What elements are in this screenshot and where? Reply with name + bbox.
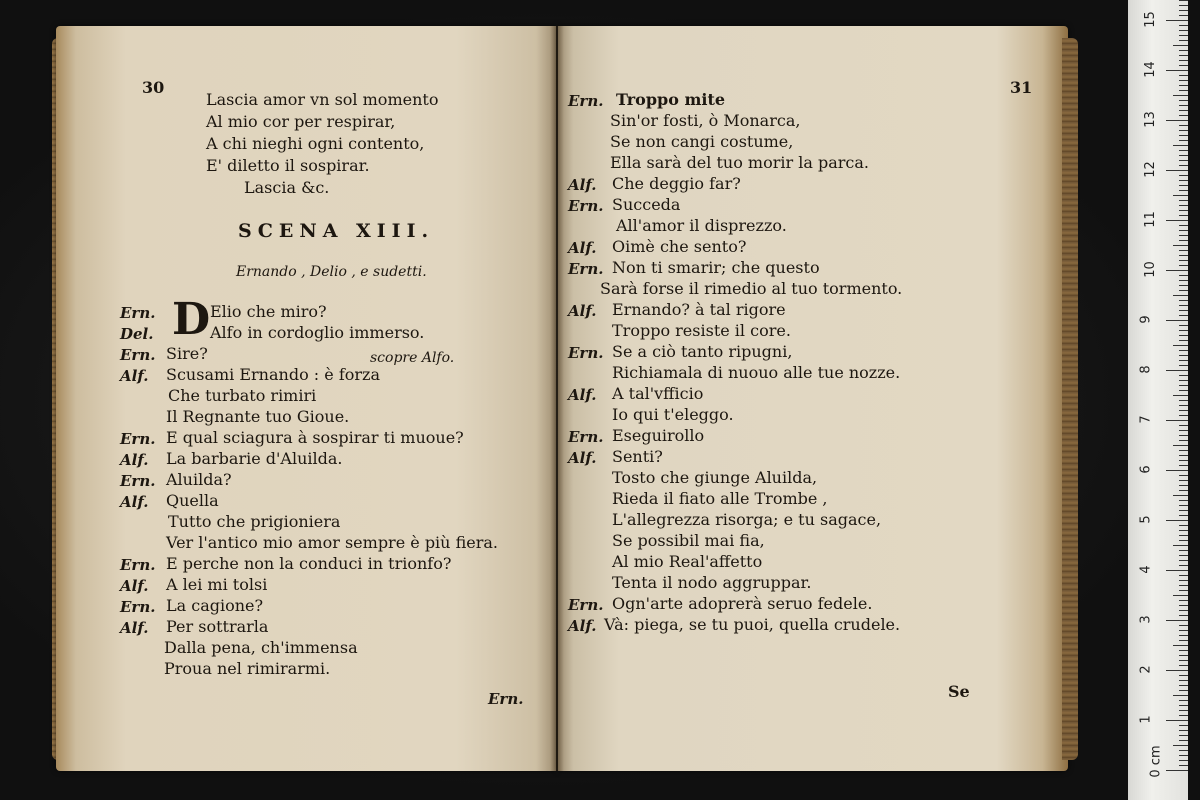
ruler-tick — [1179, 215, 1188, 216]
ruler-number: 7 — [1138, 415, 1154, 424]
ruler-tick — [1166, 770, 1188, 771]
ruler-tick — [1173, 195, 1188, 196]
speaker-label: Del. — [120, 325, 154, 343]
dialogue-line: Troppo resiste il core. — [612, 321, 791, 340]
ruler-tick — [1179, 135, 1188, 136]
ruler-tick — [1173, 445, 1188, 446]
speaker-label: Ern. — [120, 346, 156, 364]
ruler-tick — [1179, 490, 1188, 491]
ruler-tick — [1179, 435, 1188, 436]
book-gutter — [550, 26, 564, 771]
ruler-tick — [1166, 70, 1188, 71]
ruler-tick — [1179, 725, 1188, 726]
speaker-label: Ern. — [120, 598, 156, 616]
ruler-tick — [1166, 170, 1188, 171]
ruler-tick — [1179, 180, 1188, 181]
dialogue-line: Rieda il fiato alle Trombe , — [612, 489, 828, 508]
catchword: Ern. — [488, 690, 524, 708]
ruler-tick — [1179, 600, 1188, 601]
ruler-tick — [1179, 90, 1188, 91]
ruler-tick — [1166, 570, 1188, 571]
ruler-tick — [1179, 700, 1188, 701]
ruler-tick — [1179, 465, 1188, 466]
speaker-label: Alf. — [568, 449, 597, 467]
ruler-tick — [1179, 525, 1188, 526]
ruler-tick — [1179, 430, 1188, 431]
ruler-tick — [1179, 625, 1188, 626]
catchword: Se — [948, 682, 970, 701]
dialogue-line: Ogn'arte adoprerà seruo fedele. — [612, 594, 873, 613]
ruler-tick — [1179, 305, 1188, 306]
left-page — [56, 26, 556, 771]
ruler-unit-label: 0 cm — [1148, 745, 1164, 778]
ruler-number: 14 — [1142, 61, 1158, 78]
dialogue-line: Scusami Ernando : è forza — [166, 365, 380, 384]
right-page-edges — [1062, 38, 1078, 760]
speaker-label: Alf. — [120, 577, 149, 595]
ruler-tick — [1179, 640, 1188, 641]
dialogue-line: Che deggio far? — [612, 174, 741, 193]
ruler-tick — [1179, 355, 1188, 356]
ruler-tick — [1179, 630, 1188, 631]
speaker-label: Alf. — [568, 617, 597, 635]
dialogue-line: Se possibil mai fia, — [612, 531, 765, 550]
ruler-tick — [1179, 140, 1188, 141]
ruler-tick — [1179, 330, 1188, 331]
right-page — [558, 26, 1068, 771]
stage-direction: scopre Alfo. — [370, 350, 455, 366]
dialogue-line: Tutto che prigioniera — [168, 512, 341, 531]
ruler-tick — [1179, 750, 1188, 751]
ruler-tick — [1179, 250, 1188, 251]
speaker-label: Alf. — [568, 176, 597, 194]
speaker-label: Ern. — [568, 260, 604, 278]
ruler-tick — [1179, 615, 1188, 616]
ruler-tick — [1173, 645, 1188, 646]
dialogue-line: Elio che miro? — [210, 302, 327, 321]
dialogue-line: Se a ciò tanto ripugni, — [612, 342, 793, 361]
ruler-tick — [1179, 680, 1188, 681]
ruler-tick — [1179, 125, 1188, 126]
ruler-tick — [1179, 590, 1188, 591]
speaker-label: Alf. — [568, 386, 597, 404]
refrain-line: Lascia &c. — [244, 178, 330, 197]
ruler-tick — [1179, 365, 1188, 366]
ruler-tick — [1179, 535, 1188, 536]
ruler-tick — [1179, 310, 1188, 311]
speaker-label: Ern. — [120, 472, 156, 490]
ruler-tick — [1179, 0, 1188, 1]
dialogue-line: Sarà forse il rimedio al tuo tormento. — [600, 279, 903, 298]
ruler-tick — [1179, 15, 1188, 16]
speaker-label: Alf. — [568, 239, 597, 257]
dialogue-line: E qual sciagura à sospirar ti muoue? — [166, 428, 464, 447]
ruler-tick — [1166, 620, 1188, 621]
ruler-tick — [1179, 765, 1188, 766]
ruler-tick — [1179, 710, 1188, 711]
ruler-tick — [1179, 405, 1188, 406]
ruler-tick — [1179, 190, 1188, 191]
dialogue-line: Tosto che giunge Aluilda, — [612, 468, 818, 487]
ruler-tick — [1179, 505, 1188, 506]
ruler-tick — [1179, 160, 1188, 161]
ruler-tick — [1166, 320, 1188, 321]
ruler-tick — [1179, 40, 1188, 41]
ruler-tick — [1166, 120, 1188, 121]
ruler-tick — [1179, 265, 1188, 266]
ruler-tick — [1179, 565, 1188, 566]
ruler-tick — [1179, 165, 1188, 166]
ruler-tick — [1179, 85, 1188, 86]
ruler-tick — [1179, 480, 1188, 481]
ruler-tick — [1179, 5, 1188, 6]
open-book — [52, 18, 1082, 780]
verse-line: A chi nieghi ogni contento, — [206, 134, 425, 153]
dialogue-line: Richiamala di nuouo alle tue nozze. — [612, 363, 901, 382]
speaker-label: Ern. — [568, 596, 604, 614]
dialogue-line: Per sottrarla — [166, 617, 269, 636]
ruler-tick — [1166, 370, 1188, 371]
ruler-tick — [1179, 290, 1188, 291]
ruler-tick — [1179, 25, 1188, 26]
ruler-tick — [1179, 230, 1188, 231]
dialogue-line: Proua nel rimirarmi. — [164, 659, 331, 678]
ruler-tick — [1179, 150, 1188, 151]
ruler-tick — [1166, 20, 1188, 21]
ruler-tick — [1179, 65, 1188, 66]
ruler-tick — [1179, 425, 1188, 426]
ruler-tick — [1179, 475, 1188, 476]
speaker-label: Alf. — [120, 451, 149, 469]
ruler-tick — [1179, 75, 1188, 76]
dialogue-line: La barbarie d'Aluilda. — [166, 449, 343, 468]
ruler-tick — [1179, 665, 1188, 666]
ruler-tick — [1179, 300, 1188, 301]
dialogue-line: Io qui t'eleggo. — [612, 405, 734, 424]
speaker-label: Alf. — [568, 302, 597, 320]
ruler-tick — [1179, 110, 1188, 111]
ruler-tick — [1179, 515, 1188, 516]
dialogue-line: Ella sarà del tuo morir la parca. — [610, 153, 869, 172]
ruler-tick — [1179, 540, 1188, 541]
ruler-tick — [1179, 390, 1188, 391]
ruler-tick — [1179, 80, 1188, 81]
ruler-tick — [1179, 550, 1188, 551]
ruler-tick — [1179, 605, 1188, 606]
ruler-number: 3 — [1138, 615, 1154, 624]
ruler-tick — [1173, 395, 1188, 396]
dialogue-line: E perche non la conduci in trionfo? — [166, 554, 452, 573]
ruler-tick — [1179, 675, 1188, 676]
dialogue-line: La cagione? — [166, 596, 264, 615]
ruler-tick — [1179, 260, 1188, 261]
ruler-tick — [1179, 130, 1188, 131]
ruler-tick — [1179, 375, 1188, 376]
ruler-tick — [1166, 420, 1188, 421]
ruler-tick — [1179, 440, 1188, 441]
speaker-label: Alf. — [120, 619, 149, 637]
right-page-number: 31 — [1010, 78, 1033, 97]
ruler-tick — [1179, 255, 1188, 256]
verse-line: E' diletto il sospirar. — [206, 156, 370, 175]
dialogue-line: Succeda — [612, 195, 681, 214]
ruler-number: 12 — [1142, 161, 1158, 178]
ruler-tick — [1179, 155, 1188, 156]
ruler-tick — [1166, 670, 1188, 671]
ruler-tick — [1179, 635, 1188, 636]
measuring-ruler — [1128, 0, 1188, 800]
dialogue-line: L'allegrezza risorga; e tu sagace, — [612, 510, 882, 529]
ruler-tick — [1179, 235, 1188, 236]
ruler-number: 13 — [1142, 111, 1158, 128]
ruler-tick — [1179, 685, 1188, 686]
ruler-tick — [1173, 695, 1188, 696]
ruler-tick — [1173, 495, 1188, 496]
ruler-tick — [1166, 720, 1188, 721]
ruler-tick — [1179, 360, 1188, 361]
ruler-tick — [1173, 295, 1188, 296]
speaker-label: Alf. — [120, 367, 149, 385]
speaker-label: Ern. — [568, 428, 604, 446]
ruler-tick — [1179, 575, 1188, 576]
ruler-tick — [1179, 660, 1188, 661]
dialogue-line: Ernando? à tal rigore — [612, 300, 786, 319]
verse-line: Lascia amor vn sol momento — [206, 90, 439, 109]
ruler-tick — [1179, 335, 1188, 336]
ruler-tick — [1179, 35, 1188, 36]
ruler-tick — [1179, 730, 1188, 731]
dialogue-line: Dalla pena, ch'immensa — [164, 638, 358, 657]
ruler-tick — [1179, 350, 1188, 351]
ruler-tick — [1179, 705, 1188, 706]
dialogue-line: Non ti smarir; che questo — [612, 258, 820, 277]
ruler-tick — [1179, 185, 1188, 186]
ruler-number: 11 — [1142, 211, 1158, 228]
ruler-tick — [1179, 50, 1188, 51]
ruler-tick — [1179, 585, 1188, 586]
ruler-tick — [1179, 55, 1188, 56]
ruler-tick — [1179, 650, 1188, 651]
dialogue-line: Oimè che sento? — [612, 237, 747, 256]
ruler-tick — [1166, 220, 1188, 221]
ruler-number: 15 — [1142, 11, 1158, 28]
ruler-tick — [1179, 400, 1188, 401]
speaker-label: Alf. — [120, 493, 149, 511]
ruler-tick — [1179, 715, 1188, 716]
ruler-tick — [1179, 285, 1188, 286]
ruler-tick — [1166, 270, 1188, 271]
ruler-tick — [1179, 175, 1188, 176]
left-page-number: 30 — [142, 78, 165, 97]
speaker-label: Ern. — [568, 197, 604, 215]
dialogue-line: Sin'or fosti, ò Monarca, — [610, 111, 801, 130]
dialogue-line: All'amor il disprezzo. — [616, 216, 787, 235]
ruler-tick — [1179, 510, 1188, 511]
dialogue-line: Ver l'antico mio amor sempre è più fiera. — [166, 533, 498, 552]
ruler-tick — [1179, 380, 1188, 381]
ruler-number: 9 — [1138, 315, 1154, 324]
ruler-tick — [1179, 100, 1188, 101]
dialogue-line: A tal'vfficio — [612, 384, 704, 403]
ruler-tick — [1179, 460, 1188, 461]
speaker-label: Ern. — [120, 430, 156, 448]
ruler-number: 8 — [1138, 365, 1154, 374]
ruler-tick — [1179, 455, 1188, 456]
dialogue-line: Và: piega, se tu puoi, quella crudele. — [604, 615, 901, 634]
speaker-label: Ern. — [120, 556, 156, 574]
ruler-tick — [1173, 95, 1188, 96]
ruler-tick — [1179, 740, 1188, 741]
ruler-number: 1 — [1138, 715, 1154, 724]
dialogue-line: Sire? — [166, 344, 208, 363]
ruler-tick — [1173, 345, 1188, 346]
ruler-tick — [1179, 115, 1188, 116]
ruler-tick — [1179, 385, 1188, 386]
dialogue-line: Eseguirollo — [612, 426, 705, 445]
ruler-number: 10 — [1142, 261, 1158, 278]
ruler-number: 5 — [1138, 515, 1154, 524]
ruler-tick — [1179, 340, 1188, 341]
ruler-tick — [1179, 690, 1188, 691]
ruler-tick — [1179, 580, 1188, 581]
ruler-tick — [1179, 530, 1188, 531]
verse-line: Al mio cor per respirar, — [206, 112, 396, 131]
ruler-tick — [1179, 485, 1188, 486]
ruler-tick — [1179, 200, 1188, 201]
dialogue-line: Aluilda? — [166, 470, 232, 489]
ruler-tick — [1179, 105, 1188, 106]
ruler-tick — [1173, 245, 1188, 246]
ruler-tick — [1179, 205, 1188, 206]
dialogue-line: Troppo mite — [616, 90, 726, 109]
ruler-tick — [1179, 500, 1188, 501]
dialogue-line: Tenta il nodo aggruppar. — [612, 573, 812, 592]
ruler-tick — [1179, 610, 1188, 611]
ruler-tick — [1179, 555, 1188, 556]
ruler-tick — [1179, 210, 1188, 211]
ruler-tick — [1179, 760, 1188, 761]
ruler-tick — [1173, 145, 1188, 146]
dialogue-line: Senti? — [612, 447, 663, 466]
ruler-number: 2 — [1138, 665, 1154, 674]
ruler-tick — [1179, 275, 1188, 276]
ruler-tick — [1179, 280, 1188, 281]
ruler-tick — [1166, 470, 1188, 471]
ruler-tick — [1173, 545, 1188, 546]
dialogue-line: Che turbato rimiri — [168, 386, 317, 405]
ruler-tick — [1179, 240, 1188, 241]
ruler-tick — [1179, 225, 1188, 226]
ruler-number: 6 — [1138, 465, 1154, 474]
ruler-tick — [1179, 755, 1188, 756]
ruler-tick — [1179, 655, 1188, 656]
dialogue-line: Quella — [166, 491, 219, 510]
drop-cap: D — [172, 294, 211, 345]
ruler-tick — [1173, 595, 1188, 596]
speaker-label: Ern. — [568, 344, 604, 362]
ruler-tick — [1166, 520, 1188, 521]
dialogue-line: Al mio Real'affetto — [612, 552, 763, 571]
ruler-tick — [1179, 560, 1188, 561]
ruler-tick — [1173, 45, 1188, 46]
ruler-number: 4 — [1138, 565, 1154, 574]
speaker-label: Ern. — [120, 304, 156, 322]
scene-title: SCENA XIII. — [238, 220, 435, 242]
ruler-tick — [1179, 60, 1188, 61]
ruler-tick — [1179, 415, 1188, 416]
dialogue-line: A lei mi tolsi — [166, 575, 268, 594]
ruler-tick — [1179, 315, 1188, 316]
dialogue-line: Alfo in cordoglio immerso. — [210, 323, 425, 342]
speaker-label: Ern. — [568, 92, 604, 110]
ruler-tick — [1179, 450, 1188, 451]
ruler-tick — [1173, 745, 1188, 746]
ruler-tick — [1179, 735, 1188, 736]
ruler-tick — [1179, 325, 1188, 326]
ruler-tick — [1179, 10, 1188, 11]
dialogue-line: Il Regnante tuo Gioue. — [166, 407, 350, 426]
scene-characters: Ernando , Delio , e sudetti. — [236, 264, 427, 280]
dialogue-line: Se non cangi costume, — [610, 132, 794, 151]
ruler-tick — [1179, 30, 1188, 31]
ruler-tick — [1179, 410, 1188, 411]
